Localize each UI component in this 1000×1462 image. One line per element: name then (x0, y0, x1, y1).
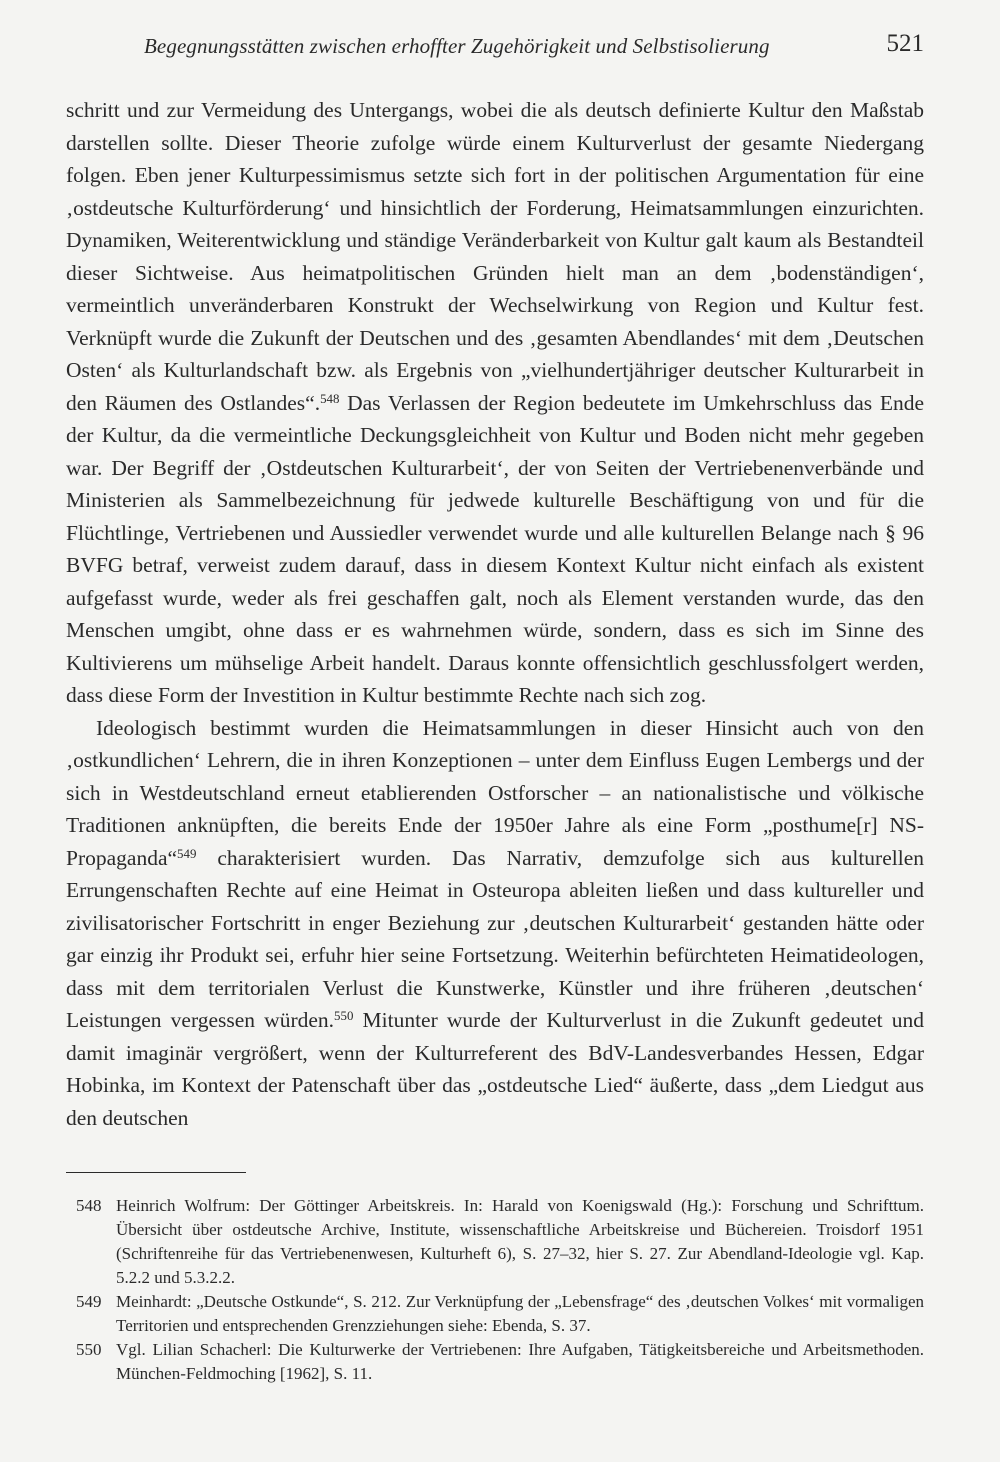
footnote-text: Heinrich Wolfrum: Der Göttinger Arbeitskreis. In: Harald von Koenigswald (Hg.): Forschung und Schrifttum. Übersicht über ostdeutsche Archive, Institute, wissenschaftliche Arbeitskreise und Büchereien. Troisdorf 1951 (Schriftenreihe für das Vertriebenenwesen, Kulturheft 6), S. 27–32, hier S. 27. Zur Abendland-Ideologie vgl. Kap. 5.2.2 und 5.3.2.2. (116, 1196, 924, 1287)
running-title: Begegnungsstätten zwischen erhoffter Zugehörigkeit und Selbstisolierung (144, 34, 770, 58)
footnotes (76, 1194, 924, 1386)
paragraph-1-text-a: schritt und zur Vermeidung des Untergangs, wobei die als deutsch definierte Kultur den Maßstab darstellen sollte. Dieser Theorie zufolge würde einem Kulturverlust der gesamte Niedergang folgen. Eben jener Kulturpessimismus setzte sich fort in der politischen Argumentation für eine ‚ostdeutsche Kulturförderung‘ und hinsichtlich der Forderung, Heimatsammlungen einzurichten. Dynamiken, Weiterentwicklung und ständige Veränderbarkeit von Kultur galt kaum als Bestandteil dieser Sichtweise. Aus heimatpolitischen Gründen hielt man an dem ‚bodenständigen‘, vermeintlich unveränderbaren Konstrukt der Wechselwirkung von Region und Kultur fest. Verknüpft wurde die Zukunft der Deutschen und des ‚gesamten Abendlandes‘ mit dem ‚Deutschen Osten‘ als Kulturlandschaft bzw. als Ergebnis von „vielhundertjähriger deutscher Kulturarbeit in den Räumen des Ostlandes“. (66, 98, 924, 415)
footnote-number: 549 (76, 1292, 102, 1311)
paragraph-1-text-b: Das Verlassen der Region bedeutete im Umkehrschluss das Ende der Kultur, da die vermeintliche Deckungsgleichheit von Kultur und Boden nicht mehr gegeben war. Der Begriff der ‚Ostdeutschen Kulturarbeit‘, der von Seiten der Vertriebenenverbände und Ministerien als Sammelbezeichnung für jedwede kulturelle Beschäftigung von und für die Flüchtlinge, Vertriebenen und Aussiedler verwendet wurde und alle kulturellen Belange nach § 96 BVFG betraf, verweist zudem darauf, dass in diesem Kontext Kultur nicht einfach als existent aufgefasst wurde, weder als frei geschaffen galt, noch als Element verstanden wurde, das den Menschen umgibt, ohne dass er es wahrnehmen würde, sondern, dass es sich im Sinne des Kultivierens um mühselige Arbeit handelt. Daraus konnte offensichtlich geschlussfolgert werden, dass diese Form der Investition in Kultur bestimmte Rechte nach sich zog. (66, 390, 924, 707)
page-header (66, 30, 924, 70)
footnote-text: Meinhardt: „Deutsche Ostkunde“, S. 212. Zur Verknüpfung der „Lebensfrage“ des ‚deutschen Volkes‘ mit vormaligen Territorien und entsprechenden Grenzziehungen siehe: Ebenda, S. 37. (116, 1292, 924, 1335)
footnote-ref-549[interactable]: 549 (177, 846, 197, 861)
paragraph-2-text-b: charakterisiert wurden. Das Narrativ, demzufolge sich aus kulturellen Errungenschaften Rechte auf eine Heimat in Osteuropa ableiten ließen und dass kultureller und zivilisatorischer Fortschritt in enger Beziehung zur ‚deutschen Kulturarbeit‘ gestanden hätte oder gar einzig ihr Produkt sei, erfuhr hier seine Fortsetzung. Weiterhin befürchteten Heimatideologen, dass mit dem territorialen Verlust die Kunstwerke, Künstler und ihre früheren ‚deutschen‘ Leistungen vergessen würden. (66, 845, 924, 1032)
footnote-text: Vgl. Lilian Schacherl: Die Kulturwerke der Vertriebenen: Ihre Aufgaben, Tätigkeitsbereiche und Arbeitsmethoden. München-Feldmoching [1962], S. 11. (116, 1340, 924, 1383)
footnote-ref-548[interactable]: 548 (320, 391, 340, 406)
page-number: 521 (886, 30, 924, 57)
footnote-number: 550 (76, 1340, 102, 1359)
main-text (66, 94, 924, 1134)
footnote-ref-550[interactable]: 550 (334, 1008, 354, 1023)
paragraph-2 (66, 712, 924, 1135)
footnote-divider (66, 1172, 246, 1173)
footnote-549 (76, 1290, 924, 1338)
paragraph-2-text-a: Ideologisch bestimmt wurden die Heimatsammlungen in dieser Hinsicht auch von den ‚ostkundlichen‘ Lehrern, die in ihren Konzeptionen – unter dem Einfluss Eugen Lembergs und der sich in Westdeutschland erneut etablierenden Ostforscher – an nationalistische und völkische Traditionen anknüpften, die bereits Ende der 1950er Jahre als eine Form „posthume[r] NS-Propaganda“ (66, 715, 924, 870)
paragraph-1 (66, 94, 924, 712)
footnote-number: 548 (76, 1196, 102, 1215)
paragraph-2-text-c: Mitunter wurde der Kulturverlust in die Zukunft gedeutet und damit imaginär vergrößert, wenn der Kulturreferent des BdV-Landesverbandes Hessen, Edgar Hobinka, im Kontext der Patenschaft über das „ostdeutsche Lied“ äußerte, dass „dem Liedgut aus den deutschen (66, 1008, 924, 1130)
footnote-550 (76, 1338, 924, 1386)
footnote-548 (76, 1194, 924, 1290)
